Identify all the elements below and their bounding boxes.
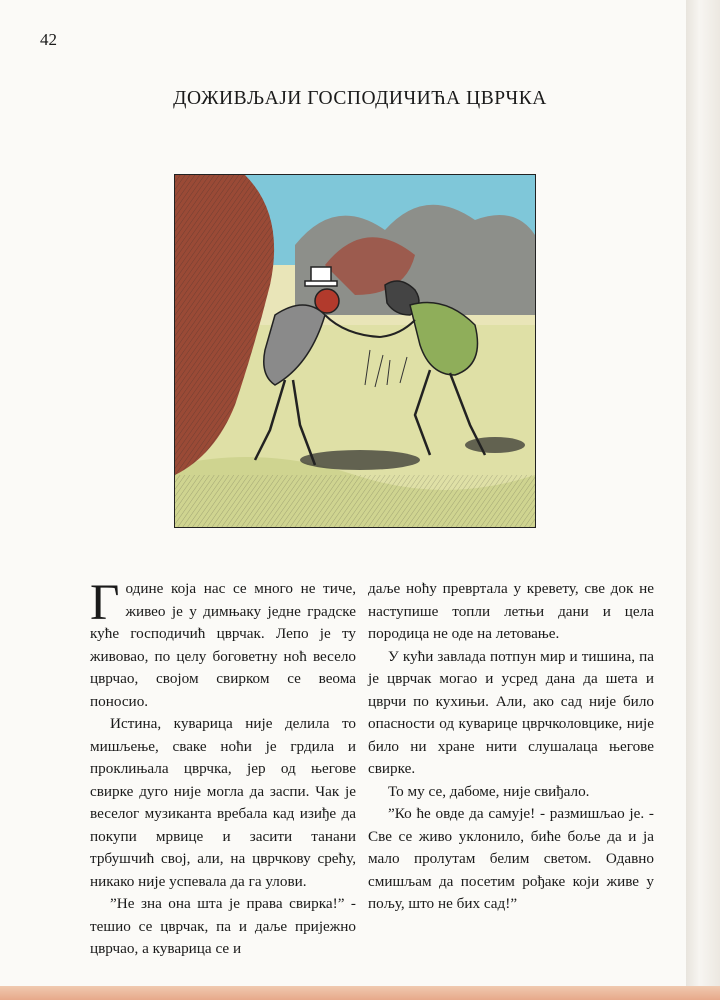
paragraph: ”Ко ће овде да самује! - размишљао је. - Све се живо уклонило, биће боље да и ја мало пролутам белим светом. Одавно смишљам да посетим рођаке који живе у пољу, што не бих сад!” <box>368 805 654 912</box>
text-column-left <box>90 575 356 961</box>
paragraph <box>90 575 356 713</box>
paragraph: ”Не зна она шта је права свирка!” - тешио се цврчак, па и даље пријежно цврчао, а куварица се и <box>90 895 356 957</box>
story-illustration <box>174 174 536 528</box>
ground-shading <box>175 475 535 527</box>
two-crickets-illustration <box>175 175 535 527</box>
page-number: 42 <box>40 30 57 49</box>
cricket-shadow-left <box>300 450 420 470</box>
book-page-edge <box>686 0 720 1000</box>
drop-cap: Г <box>90 575 120 631</box>
paragraph: Истина, куварица није делила то мишљење, сваке ноћи је грдила и проклињала цврчка, јер од његове свирке дуго није могла да заспи. Чак је веселог музиканта вребала кад изиђе да покупи мрвице и засити танани трбушчић свој, али, на цврчкову срећу, никако није успевала да га улови. <box>90 715 356 890</box>
paragraph-text: одине која нас се много не тиче, живео је у димњаку једне градске куће господичић цврчак. Лепо је ту живовао, по целу боговетну ноћ весело цврчао, својом свирком се веома поносио. <box>90 580 356 710</box>
paragraph: То му се, дабоме, није свиђало. <box>388 782 590 800</box>
paragraph: У кући завлада потпун мир и тишина, па је цврчак могао и усред дана да шета и цврчи по кухињи. Али, ако сад није било опасности од куварице цврчколовцике, није било ни хране нити слушалаца његове свирке. <box>368 647 654 777</box>
story-title: ДОЖИВЉАЈИ ГОСПОДИЧИЋА ЦВРЧКА <box>173 88 547 109</box>
cricket-shadow-right <box>465 437 525 453</box>
paragraph: даље ноћу превртала у кревету, све док не наступише топли летњи дани и цела породица не оде на летовање. <box>368 580 654 642</box>
text-column-right <box>368 578 654 916</box>
book-bottom-edge <box>0 986 720 1000</box>
